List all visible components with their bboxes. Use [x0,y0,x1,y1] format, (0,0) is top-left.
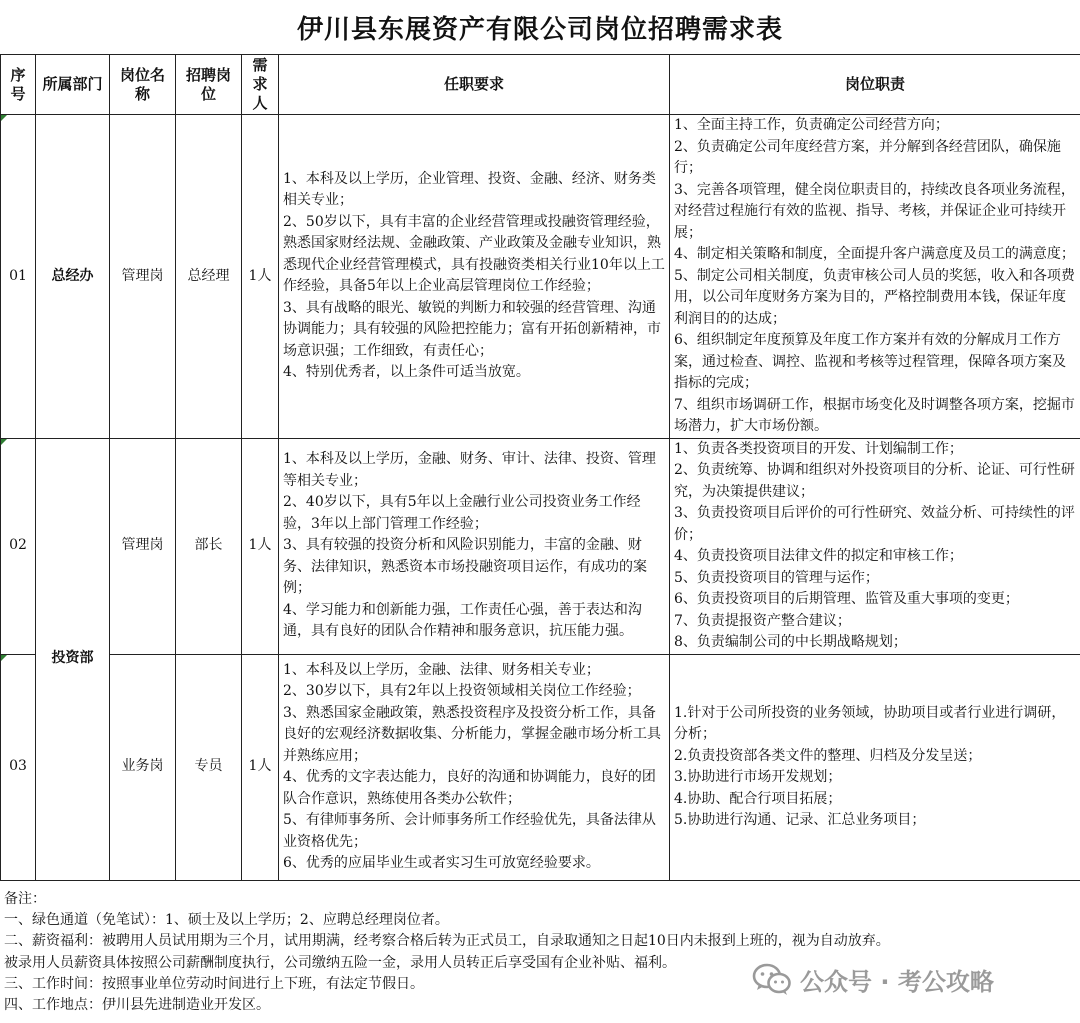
header-requirements: 任职要求 [279,55,670,115]
requirement-item: 1、本科及以上学历，企业管理、投资、金融、经济、财务类相关专业； [283,170,656,209]
requirement-item: 6、优秀的应届毕业生或者实习生可放宽经验要求。 [283,855,600,871]
duty-item: 1、负责各类投资项目的开发、计划编制工作； [674,440,963,457]
duty-item: 4.协助、配合行项目拓展； [674,790,842,807]
duty-item: 3、完善各项管理，健全岗位职责目的，持续改良各项业务流程，对经营过程施行有效的监视、指导、考核，并保证企业可持续开展； [674,181,1075,241]
requirement-item: 2、50岁以下，具有丰富的企业经营管理或投融资管理经验，熟悉国家财经法规、金融政策、产业政策及金融专业知识，熟悉现代企业经营管理模式，具有投融资类相关行业10年以上工作经验，具备5年以上企业高层管理岗位工作经验； [283,213,665,295]
header-post-name: 岗位名称 [110,55,176,115]
row-requirements [279,115,670,439]
row-duties [670,115,1080,439]
sheet-title: 伊川县东展资产有限公司岗位招聘需求表 [296,14,783,45]
row-duties [670,438,1080,654]
duty-item: 6、组织制定年度预算及年度工作方案并有效的分解成月工作方案，通过检查、调控、监视和考核等过程管理，保障各项方案及指标的完成； [674,332,1066,391]
header-dept: 所属部门 [36,55,110,115]
header-row [1,55,1080,115]
row-dept: 总经办 [36,115,110,439]
duty-item: 5、负责投资项目的管理与运作； [674,569,879,586]
table-row [1,438,1080,654]
duty-item: 4、制定相关策略和制度，全面提升客户满意度及员工的满意度； [674,246,1075,262]
row-post-name: 管理岗 [110,438,176,654]
row-count: 1人 [242,654,279,880]
wechat-icon [752,962,792,996]
requirement-item: 3、熟悉国家金融政策，熟悉投资程序及投资分析工作，具备良好的宏观经济数据收集、分析能力，掌握金融市场分析工具并熟练应用； [283,704,661,764]
watermark-text: 公众号 · 考公攻略 [800,967,994,996]
table-row [1,654,1080,880]
row-post-name: 业务岗 [110,654,176,880]
requirement-item: 2、40岁以下，具有5年以上金融行业公司投资业务工作经验，3年以上部门管理工作经验； [283,494,641,532]
row-duties [670,654,1080,880]
requirement-item: 4、学习能力和创新能力强，工作责任心强，善于表达和沟通，具有良好的团队合作精神和服务意识，抗压能力强。 [283,601,642,640]
row-recruit-post: 部长 [176,438,242,654]
duty-item: 1.针对于公司所投资的业务领域，协助项目或者行业进行调研，分析； [674,704,1066,742]
row-recruit-post: 总经理 [176,115,242,439]
header-seq: 序号 [1,55,36,115]
note-line: 被录用人员薪资具体按照公司薪酬制度执行，公司缴纳五险一金，录用人员转正后享受国有企业补贴、福利。 [4,954,676,971]
duty-item: 7、负责提报资产整合建议； [674,612,851,629]
requirement-item: 3、具有较强的投资分析和风险识别能力，丰富的金融、财务、法律知识，熟悉资本市场投融资项目运作，有成功的案例； [283,537,647,597]
duty-item: 3.协助进行市场开发规划； [674,769,842,785]
note-line: 四、工作地点：伊川县先进制造业开发区。 [4,997,270,1014]
duty-item: 4、负责投资项目法律文件的拟定和审核工作； [674,548,963,564]
row-seq: 03 [1,654,36,880]
duty-item: 6、负责投资项目的后期管理、监管及重大事项的变更； [674,591,1019,607]
requirement-item: 4、特别优秀者，以上条件可适当放宽。 [283,364,530,381]
note-line: 三、工作时间：按照事业单位劳动时间进行上下班，有法定节假日。 [4,975,424,992]
row-seq: 02 [1,438,36,654]
header-duties: 岗位职责 [670,55,1080,115]
requirement-item: 2、30岁以下，具有2年以上投资领域相关岗位工作经验； [283,683,641,699]
duty-item: 2.负责投资部各类文件的整理、归档及分发呈送； [674,747,982,764]
requirement-item: 4、优秀的文字表达能力，良好的沟通和协调能力，良好的团队合作意识，熟练使用各类办公软件； [283,769,656,807]
row-recruit-post: 专员 [176,654,242,880]
requirement-item: 3、具有战略的眼光、敏锐的判断力和较强的经营管理、沟通协调能力；具有较强的风险把控能力；富有开拓创新精神，市场意识强；工作细致，有责任心； [283,299,661,359]
row-requirements [279,438,670,654]
requirement-item: 5、有律师事务所、会计师事务所工作经验优先，具备法律从业资格优先； [283,812,656,850]
requirement-item: 1、本科及以上学历，金融、财务、审计、法律、投资、管理等相关专业； [283,451,656,489]
requirement-item: 1、本科及以上学历，金融、法律、财务相关专业； [283,661,600,678]
duty-item: 7、组织市场调研工作，根据市场变化及时调整各项方案，挖掘市场潜力，扩大市场份额。 [674,396,1075,434]
row-dept: 投资部 [36,438,110,880]
row-count: 1人 [242,438,279,654]
duty-item: 2、负责确定公司年度经营方案，并分解到各经营团队，确保施行； [674,138,1061,176]
duty-item: 2、负责统筹、协调和组织对外投资项目的分析、论证、可行性研究，为决策提供建议； [674,462,1075,500]
duty-item: 1、全面主持工作，负责确定公司经营方向； [674,117,949,133]
row-post-name: 管理岗 [110,115,176,439]
duty-item: 3、负责投资项目后评价的可行性研究、效益分析、可持续性的评价； [674,505,1075,543]
note-line: 二、薪资福利：被聘用人员试用期为三个月，试用期满，经考察合格后转为正式员工，自录取通知之日起10日内未报到上班的，视为自动放弃。 [4,933,890,950]
notes-heading: 备注： [4,891,46,907]
row-count: 1人 [242,115,279,439]
note-line: 一、绿色通道（免笔试）：1、硕士及以上学历；2、应聘总经理岗位者。 [4,912,449,929]
table-row [1,115,1080,439]
duty-item: 5、制定公司相关制度，负责审核公司人员的奖惩，收入和各项费用，以公司年度财务方案为目的，严格控制费用本钱，保证年度利润目的的达成； [674,267,1075,327]
row-seq: 01 [1,115,36,439]
header-count: 需求人 [242,55,279,115]
header-recruit-post: 招聘岗位 [176,55,242,115]
row-requirements [279,654,670,880]
duty-item: 5.协助进行沟通、记录、汇总业务项目； [674,812,926,828]
recruitment-table [0,54,1080,881]
duty-item: 8、负责编制公司的中长期战略规划； [674,634,907,650]
watermark [752,958,994,1000]
